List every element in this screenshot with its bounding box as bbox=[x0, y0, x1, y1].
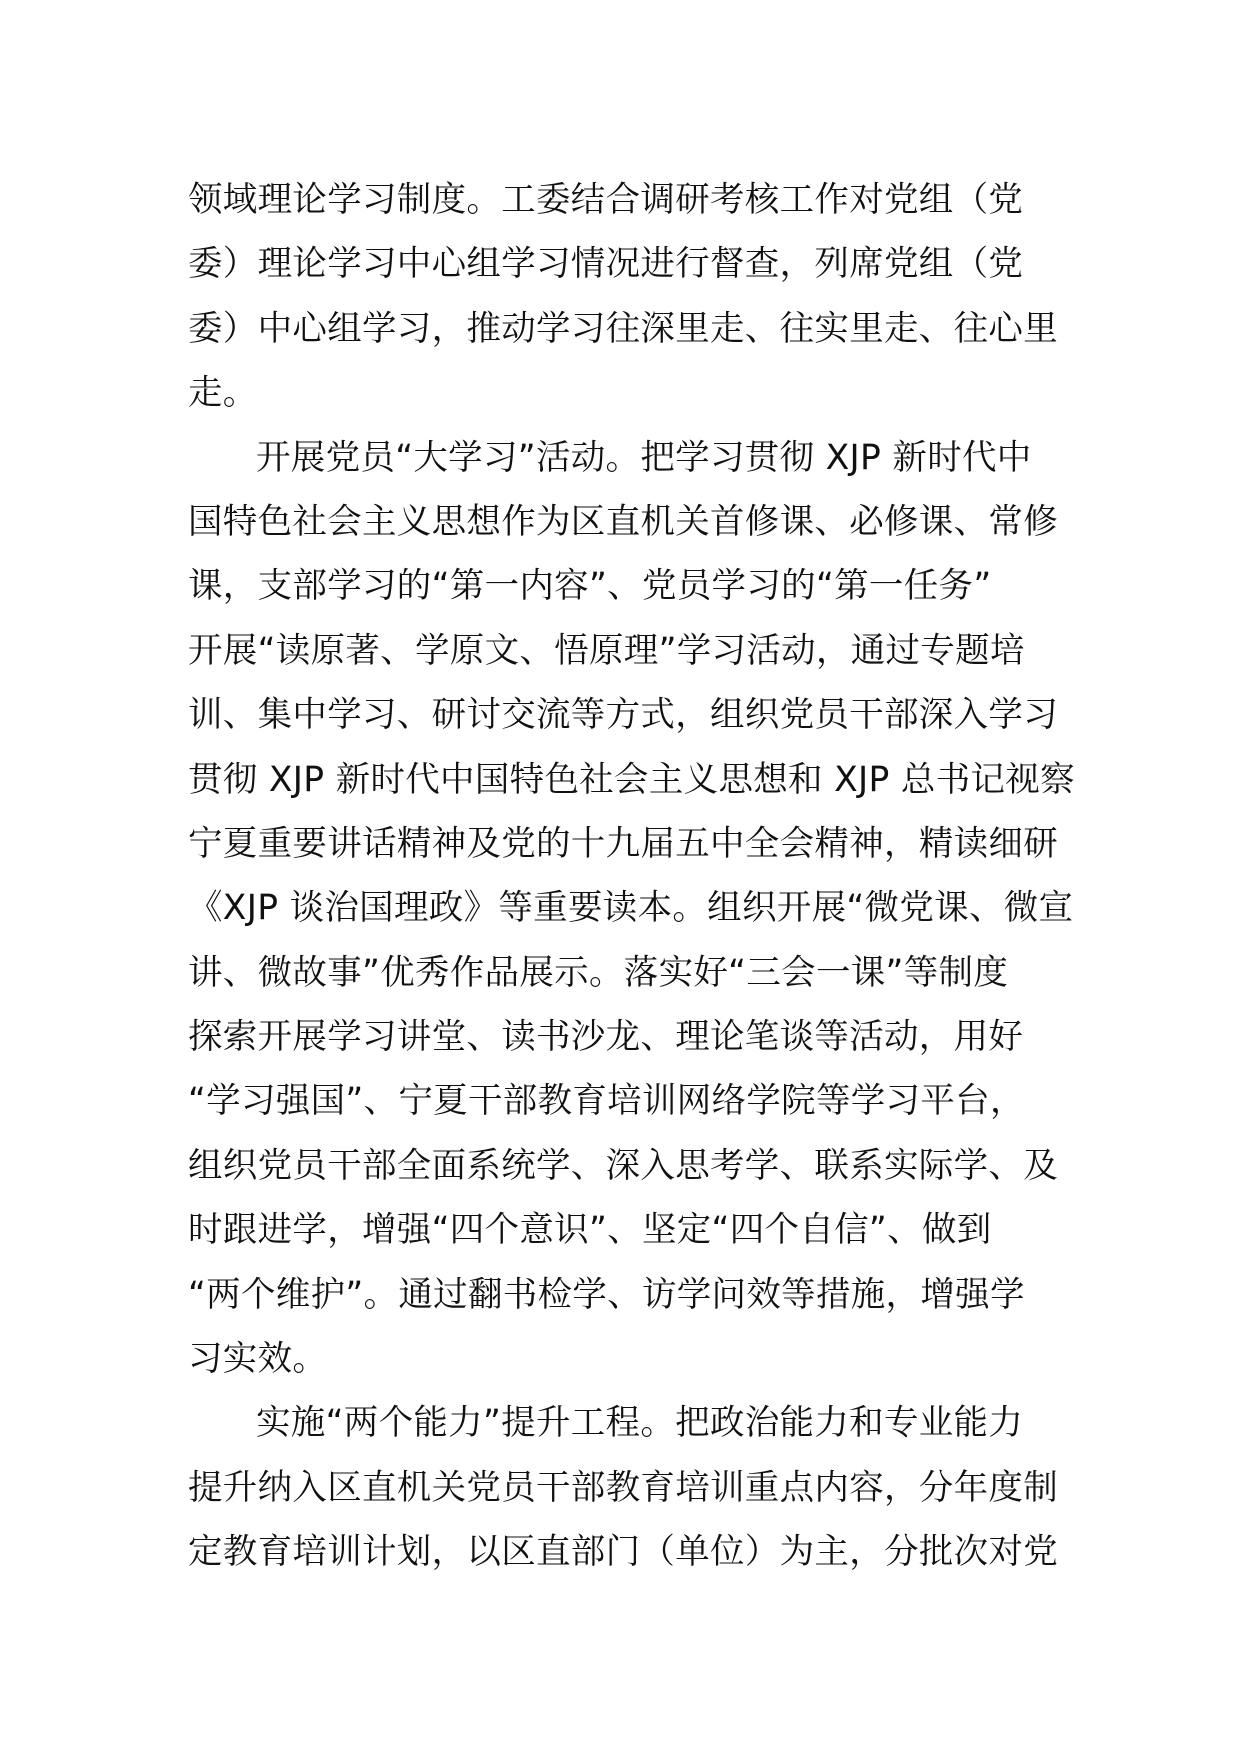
text-line: 委）理论学习中心组学习情况进行督查，列席党组（党 bbox=[188, 244, 1024, 285]
text-line: 探索开展学习讲堂、读书沙龙、理论笔谈等活动，用好 bbox=[188, 1017, 1024, 1058]
text-line: 训、集中学习、研讨交流等方式，组织党员干部深入学习 bbox=[188, 695, 1058, 736]
text-line: 定教育培训计划，以区直部门（单位）为主，分批次对党 bbox=[188, 1532, 1058, 1573]
document-body bbox=[188, 168, 1075, 1585]
text-line: 组织党员干部全面系统学、深入思考学、联系实际学、及 bbox=[188, 1145, 1058, 1186]
text-line: 讲、微故事”优秀作品展示。落实好“三会一课”等制度 bbox=[188, 952, 1009, 993]
text-line: “学习强国”、宁夏干部教育培训网络学院等学习平台， bbox=[188, 1081, 1025, 1122]
paragraph-first-line: 开展党员“大学习”活动。把学习贯彻 XJP 新时代中 bbox=[256, 437, 1032, 478]
text-line: 宁夏重要讲话精神及党的十九届五中全会精神，精读细研 bbox=[188, 823, 1058, 864]
text-line: 习实效。 bbox=[188, 1339, 328, 1380]
text-line: 国特色社会主义思想作为区直机关首修课、必修课、常修 bbox=[188, 501, 1058, 542]
text-line: 时跟进学，增强“四个意识”、坚定“四个自信”、做到 bbox=[188, 1210, 992, 1251]
text-line: 贯彻 XJP 新时代中国特色社会主义思想和 XJP 总书记视察 bbox=[188, 759, 1075, 800]
text-line: 领域理论学习制度。工委结合调研考核工作对党组（党 bbox=[188, 180, 1024, 220]
text-line: 提升纳入区直机关党员干部教育培训重点内容，分年度制 bbox=[188, 1467, 1058, 1508]
paragraph-first-line: 实施“两个能力”提升工程。把政治能力和专业能力 bbox=[256, 1403, 1024, 1444]
text-line: 走。 bbox=[188, 373, 258, 414]
text-line: 委）中心组学习，推动学习往深里走、往实里走、往心里 bbox=[188, 308, 1058, 349]
text-line: 开展“读原著、学原文、悟原理”学习活动，通过专题培 bbox=[188, 630, 1025, 671]
text-line: 课，支部学习的“第一内容”、党员学习的“第一任务” bbox=[188, 566, 992, 607]
text-line: 《XJP 谈治国理政》等重要读本。组织开展“微党课、微宣 bbox=[188, 888, 1074, 929]
text-line: “两个维护”。通过翻书检学、访学问效等措施，增强学 bbox=[188, 1274, 1025, 1315]
